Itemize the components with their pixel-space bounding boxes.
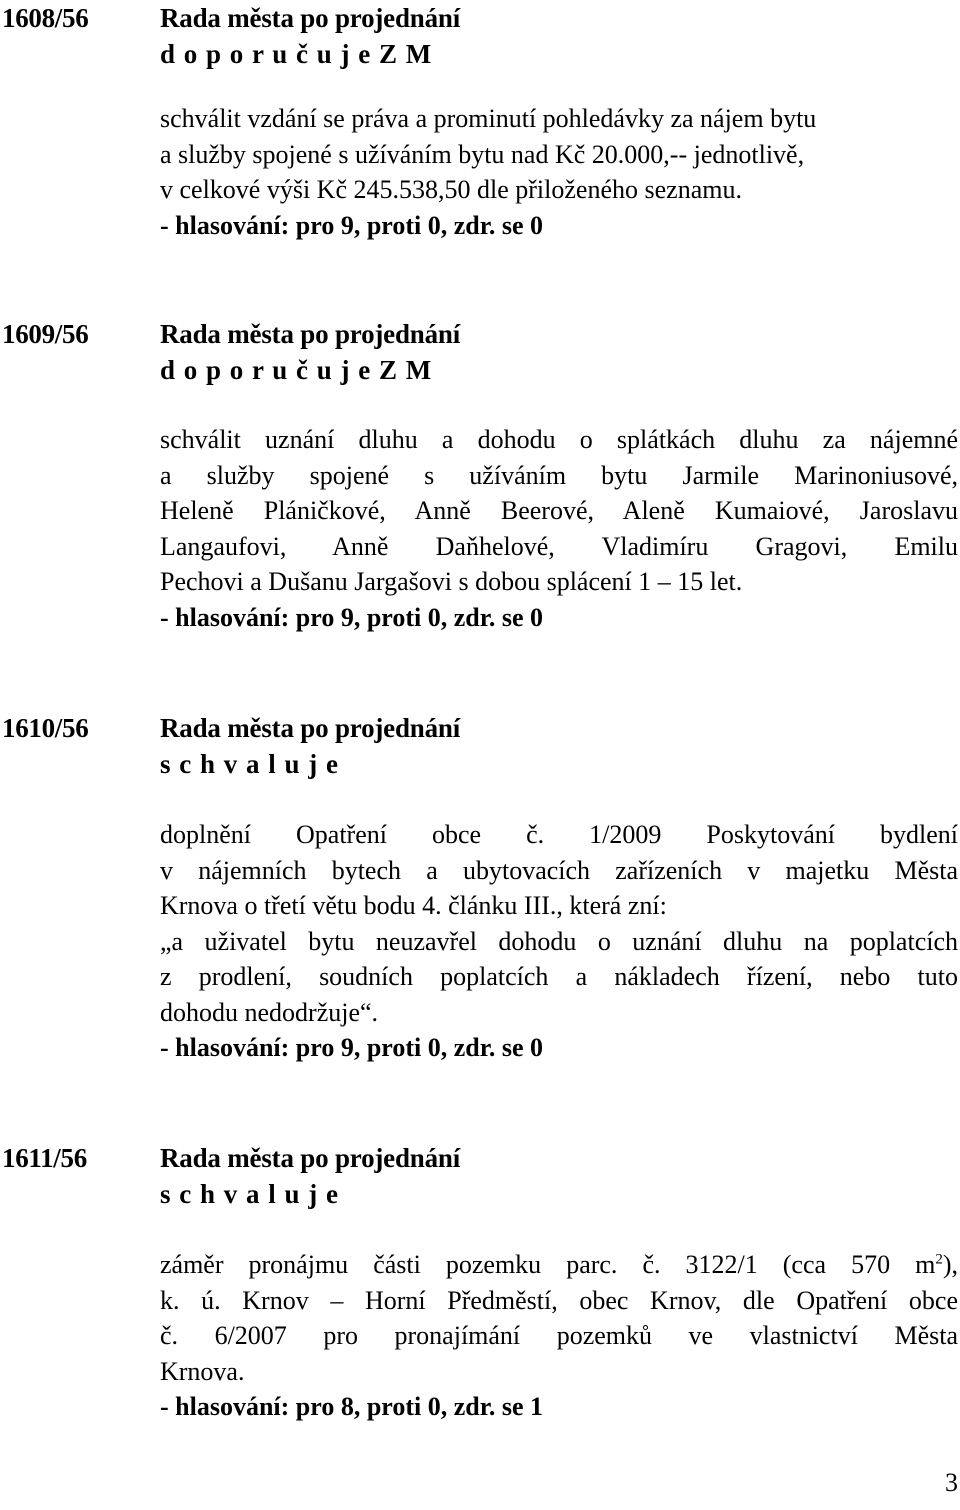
resolution-verb: d o p o r u č u j e Z M	[160, 39, 432, 69]
body-line: schválit vzdání se práva a prominutí pohledávky za nájem bytu	[160, 104, 817, 133]
resolution-header: Rada města po projednání	[160, 3, 460, 33]
body-line: dohodu nedodržuje“.	[160, 997, 379, 1027]
resolution-number: 1609/56	[2, 319, 89, 349]
body-line: č. 6/2007 pro pronajímání pozemků ve vlastnictví Města	[160, 1321, 958, 1350]
vote-result: - hlasování: pro 9, proti 0, zdr. se 0	[160, 1033, 544, 1062]
body-line-text: záměr pronájmu části pozemku parc. č. 3122/1 (cca 570 m	[160, 1250, 936, 1279]
body-line	[160, 1247, 958, 1283]
resolution-header: Rada města po projednání	[160, 319, 460, 349]
superscript: 2	[935, 1251, 943, 1268]
page-number: 3	[945, 1468, 958, 1497]
body-line: a služby spojené s užíváním bytu nad Kč 20.000,-- jednotlivě,	[160, 139, 805, 169]
body-line: Langaufovi, Anně Daňhelové, Vladimíru Gragovi, Emilu	[160, 531, 958, 561]
resolution-header: Rada města po projednání	[160, 1143, 460, 1173]
resolution-1611	[0, 1140, 960, 1440]
resolution-body	[160, 1247, 958, 1425]
body-line: v celkové výši Kč 245.538,50 dle přiloženého seznamu.	[160, 175, 742, 204]
vote-result: - hlasování: pro 9, proti 0, zdr. se 0	[160, 210, 544, 240]
resolution-verb: s c h v a l u j e	[160, 1179, 338, 1209]
body-line: k. ú. Krnov – Horní Předměstí, obec Krnov, dle Opatření obce	[160, 1285, 958, 1315]
resolution-number: 1608/56	[2, 3, 89, 33]
body-line: Krnova o třetí větu bodu 4. článku III., která zní:	[160, 891, 667, 920]
resolution-verb: s c h v a l u j e	[160, 749, 338, 779]
body-line: Krnova.	[160, 1356, 245, 1386]
body-line: v nájemních bytech a ubytovacích zařízeních v majetku Města	[160, 855, 958, 885]
body-line-text: ),	[942, 1250, 958, 1279]
resolution-number: 1610/56	[2, 713, 89, 743]
body-line: z prodlení, soudních poplatcích a nákladech řízení, nebo tuto	[160, 962, 958, 991]
resolution-header: Rada města po projednání	[160, 713, 460, 743]
resolution-body	[160, 422, 958, 635]
resolution-number: 1611/56	[2, 1143, 87, 1173]
resolution-body	[160, 101, 958, 243]
vote-result: - hlasování: pro 9, proti 0, zdr. se 0	[160, 602, 544, 632]
body-line: a služby spojené s užíváním bytu Jarmile Marinoniusové,	[160, 460, 958, 490]
resolution-1610	[0, 710, 960, 1080]
resolution-1609	[0, 316, 960, 656]
body-line: schválit uznání dluhu a dohodu o splátkách dluhu za nájemné	[160, 425, 958, 454]
resolution-1608	[0, 0, 960, 250]
body-line: Pechovi a Dušanu Jargašovi s dobou splácení 1 – 15 let.	[160, 567, 743, 596]
body-line: „a uživatel bytu neuzavřel dohodu o uznání dluhu na poplatcích	[160, 926, 958, 956]
resolution-verb: d o p o r u č u j e Z M	[160, 355, 432, 385]
vote-result: - hlasování: pro 8, proti 0, zdr. se 1	[160, 1392, 544, 1421]
body-line: Heleně Pláničkové, Anně Beerové, Aleně Kumaiové, Jaroslavu	[160, 496, 958, 525]
resolution-body	[160, 817, 958, 1066]
body-line: doplnění Opatření obce č. 1/2009 Poskytování bydlení	[160, 820, 958, 849]
